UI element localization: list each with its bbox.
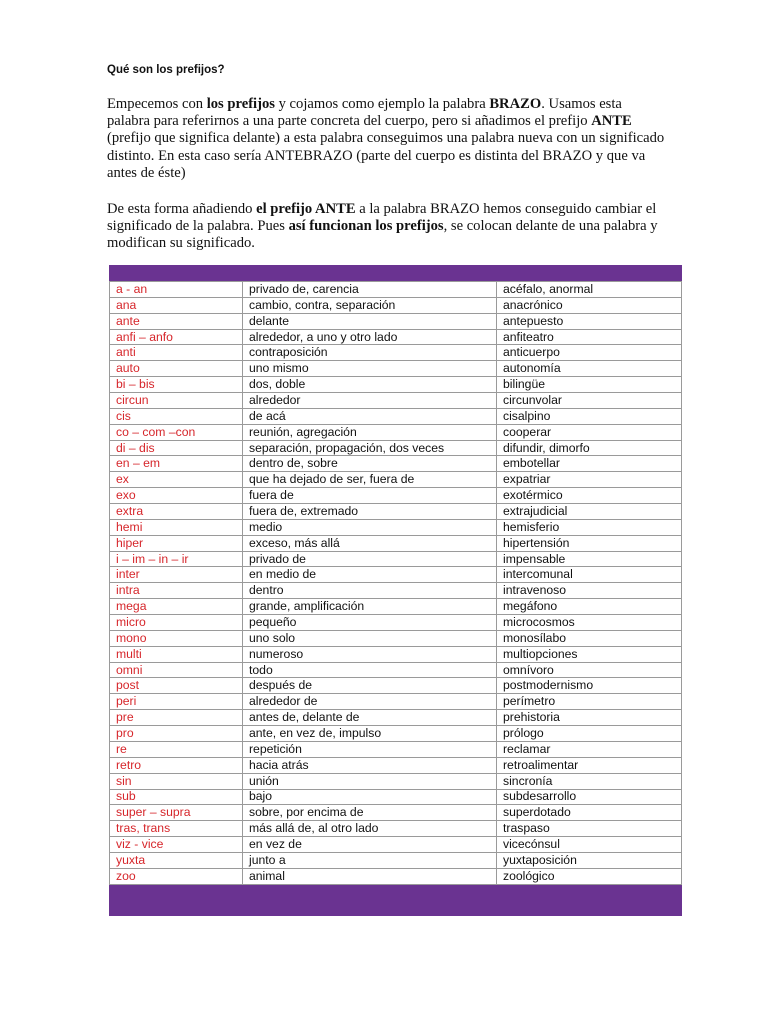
meaning-cell: delante xyxy=(243,313,497,329)
example-cell: anticuerpo xyxy=(497,345,682,361)
table-row xyxy=(110,329,682,345)
table-row xyxy=(110,805,682,821)
meaning-cell: en vez de xyxy=(243,837,497,853)
meaning-cell: junto a xyxy=(243,852,497,868)
table-row xyxy=(110,377,682,393)
meaning-cell: sobre, por encima de xyxy=(243,805,497,821)
table-row xyxy=(110,678,682,694)
table-row xyxy=(110,726,682,742)
example-cell: omnívoro xyxy=(497,662,682,678)
prefix-cell: ante xyxy=(110,313,243,329)
prefix-cell: mono xyxy=(110,630,243,646)
meaning-cell: en medio de xyxy=(243,567,497,583)
prefix-table-body xyxy=(110,282,682,885)
meaning-cell: que ha dejado de ser, fuera de xyxy=(243,472,497,488)
example-cell: anacrónico xyxy=(497,297,682,313)
prefix-cell: en – em xyxy=(110,456,243,472)
table-row xyxy=(110,757,682,773)
prefix-cell: hiper xyxy=(110,535,243,551)
meaning-cell: unión xyxy=(243,773,497,789)
meaning-cell: bajo xyxy=(243,789,497,805)
example-cell: retroalimentar xyxy=(497,757,682,773)
table-row xyxy=(110,504,682,520)
text-span: (prefijo que significa delante) a esta palabra conseguimos una palabra nueva con un significado distinto. En esta caso sería ANTEBRAZO (parte del cuerpo es distinta del BRAZO y que va antes de éste) xyxy=(107,130,665,181)
table-row xyxy=(110,519,682,535)
prefix-cell: tras, trans xyxy=(110,821,243,837)
table-row xyxy=(110,393,682,409)
prefix-cell: pre xyxy=(110,710,243,726)
meaning-cell: repetición xyxy=(243,741,497,757)
meaning-cell: todo xyxy=(243,662,497,678)
text-span: . Usamos esta palabra para referirnos a una parte concreta del cuerpo, pero si añadimos el prefijo xyxy=(107,96,622,130)
example-cell: antepuesto xyxy=(497,313,682,329)
table-row xyxy=(110,710,682,726)
example-cell: vicecónsul xyxy=(497,837,682,853)
meaning-cell: ante, en vez de, impulso xyxy=(243,726,497,742)
example-cell: monosílabo xyxy=(497,630,682,646)
prefix-cell: a - an xyxy=(110,282,243,298)
table-row xyxy=(110,583,682,599)
meaning-cell: alrededor xyxy=(243,393,497,409)
bold-span: BRAZO xyxy=(489,96,542,112)
prefix-cell: circun xyxy=(110,393,243,409)
prefix-cell: omni xyxy=(110,662,243,678)
example-cell: sincronía xyxy=(497,773,682,789)
meaning-cell: fuera de xyxy=(243,488,497,504)
example-cell: embotellar xyxy=(497,456,682,472)
meaning-cell: contraposición xyxy=(243,345,497,361)
example-cell: perímetro xyxy=(497,694,682,710)
example-cell: intravenoso xyxy=(497,583,682,599)
prefix-table xyxy=(109,281,682,885)
prefix-cell: di – dis xyxy=(110,440,243,456)
example-cell: reclamar xyxy=(497,741,682,757)
example-cell: autonomía xyxy=(497,361,682,377)
table-row xyxy=(110,297,682,313)
example-cell: superdotado xyxy=(497,805,682,821)
prefix-cell: multi xyxy=(110,646,243,662)
example-cell: megáfono xyxy=(497,599,682,615)
meaning-cell: medio xyxy=(243,519,497,535)
meaning-cell: hacia atrás xyxy=(243,757,497,773)
prefix-cell: sin xyxy=(110,773,243,789)
prefix-cell: inter xyxy=(110,567,243,583)
meaning-cell: dentro de, sobre xyxy=(243,456,497,472)
table-row xyxy=(110,488,682,504)
prefix-table-image xyxy=(109,265,682,916)
table-row xyxy=(110,408,682,424)
prefix-cell: post xyxy=(110,678,243,694)
prefix-cell: cis xyxy=(110,408,243,424)
example-cell: cooperar xyxy=(497,424,682,440)
meaning-cell: después de xyxy=(243,678,497,694)
example-cell: cisalpino xyxy=(497,408,682,424)
prefix-cell: co – com –con xyxy=(110,424,243,440)
prefix-cell: bi – bis xyxy=(110,377,243,393)
meaning-cell: alrededor, a uno y otro lado xyxy=(243,329,497,345)
prefix-cell: yuxta xyxy=(110,852,243,868)
prefix-cell: extra xyxy=(110,504,243,520)
bold-span: el prefijo ANTE xyxy=(256,201,356,217)
prefix-cell: sub xyxy=(110,789,243,805)
example-cell: acéfalo, anormal xyxy=(497,282,682,298)
example-cell: expatriar xyxy=(497,472,682,488)
prefix-cell: exo xyxy=(110,488,243,504)
bold-span: los prefijos xyxy=(206,96,275,112)
example-cell: circunvolar xyxy=(497,393,682,409)
text-span: , se colocan delante de una palabra y modifican su significado. xyxy=(107,218,658,252)
meaning-cell: privado de, carencia xyxy=(243,282,497,298)
text-span: y cojamos como ejemplo la palabra xyxy=(274,96,490,112)
table-row xyxy=(110,630,682,646)
prefix-cell: micro xyxy=(110,615,243,631)
table-row xyxy=(110,313,682,329)
example-cell: zoológico xyxy=(497,868,682,884)
bold-span: ANTE xyxy=(591,113,632,130)
table-row xyxy=(110,345,682,361)
meaning-cell: uno solo xyxy=(243,630,497,646)
table-row xyxy=(110,472,682,488)
table-row xyxy=(110,424,682,440)
meaning-cell: separación, propagación, dos veces xyxy=(243,440,497,456)
explanation-paragraph xyxy=(107,201,667,253)
page-heading: Qué son los prefijos? xyxy=(107,64,225,76)
meaning-cell: dos, doble xyxy=(243,377,497,393)
meaning-cell: grande, amplificación xyxy=(243,599,497,615)
prefix-cell: hemi xyxy=(110,519,243,535)
table-row xyxy=(110,789,682,805)
table-row xyxy=(110,282,682,298)
prefix-cell: peri xyxy=(110,694,243,710)
text-span: Empecemos con xyxy=(107,96,207,112)
example-cell: postmodernismo xyxy=(497,678,682,694)
prefix-cell: i – im – in – ir xyxy=(110,551,243,567)
meaning-cell: numeroso xyxy=(243,646,497,662)
meaning-cell: alrededor de xyxy=(243,694,497,710)
table-row xyxy=(110,837,682,853)
meaning-cell: más allá de, al otro lado xyxy=(243,821,497,837)
prefix-cell: re xyxy=(110,741,243,757)
table-row xyxy=(110,599,682,615)
example-cell: yuxtaposición xyxy=(497,852,682,868)
prefix-cell: intra xyxy=(110,583,243,599)
intro-paragraph xyxy=(107,96,667,182)
table-row xyxy=(110,551,682,567)
table-row xyxy=(110,535,682,551)
prefix-cell: ex xyxy=(110,472,243,488)
meaning-cell: fuera de, extremado xyxy=(243,504,497,520)
prefix-cell: ana xyxy=(110,297,243,313)
example-cell: subdesarrollo xyxy=(497,789,682,805)
table-row xyxy=(110,852,682,868)
prefix-cell: anti xyxy=(110,345,243,361)
table-row xyxy=(110,440,682,456)
meaning-cell: dentro xyxy=(243,583,497,599)
meaning-cell: reunión, agregación xyxy=(243,424,497,440)
table-row xyxy=(110,567,682,583)
table-row xyxy=(110,361,682,377)
table-row xyxy=(110,741,682,757)
example-cell: bilingüe xyxy=(497,377,682,393)
meaning-cell: de acá xyxy=(243,408,497,424)
meaning-cell: cambio, contra, separación xyxy=(243,297,497,313)
bold-span: así funcionan los prefijos xyxy=(288,218,444,235)
example-cell: prehistoria xyxy=(497,710,682,726)
meaning-cell: uno mismo xyxy=(243,361,497,377)
table-row xyxy=(110,615,682,631)
prefix-cell: auto xyxy=(110,361,243,377)
prefix-cell: pro xyxy=(110,726,243,742)
prefix-cell: mega xyxy=(110,599,243,615)
example-cell: multiopciones xyxy=(497,646,682,662)
example-cell: hemisferio xyxy=(497,519,682,535)
prefix-cell: viz - vice xyxy=(110,837,243,853)
example-cell: prólogo xyxy=(497,726,682,742)
prefix-cell: super – supra xyxy=(110,805,243,821)
text-span: De esta forma añadiendo xyxy=(107,201,257,217)
example-cell: intercomunal xyxy=(497,567,682,583)
example-cell: difundir, dimorfo xyxy=(497,440,682,456)
meaning-cell: animal xyxy=(243,868,497,884)
meaning-cell: exceso, más allá xyxy=(243,535,497,551)
table-row xyxy=(110,646,682,662)
prefix-cell: anfi – anfo xyxy=(110,329,243,345)
example-cell: exotérmico xyxy=(497,488,682,504)
meaning-cell: pequeño xyxy=(243,615,497,631)
table-row xyxy=(110,456,682,472)
meaning-cell: privado de xyxy=(243,551,497,567)
table-row xyxy=(110,662,682,678)
example-cell: hipertensión xyxy=(497,535,682,551)
table-row xyxy=(110,694,682,710)
prefix-cell: retro xyxy=(110,757,243,773)
example-cell: anfiteatro xyxy=(497,329,682,345)
text-span: a la palabra BRAZO hemos conseguido cambiar el significado de la palabra. Pues xyxy=(107,201,657,235)
prefix-cell: zoo xyxy=(110,868,243,884)
example-cell: impensable xyxy=(497,551,682,567)
example-cell: microcosmos xyxy=(497,615,682,631)
example-cell: traspaso xyxy=(497,821,682,837)
table-row xyxy=(110,773,682,789)
meaning-cell: antes de, delante de xyxy=(243,710,497,726)
example-cell: extrajudicial xyxy=(497,504,682,520)
table-row xyxy=(110,821,682,837)
table-row xyxy=(110,868,682,884)
